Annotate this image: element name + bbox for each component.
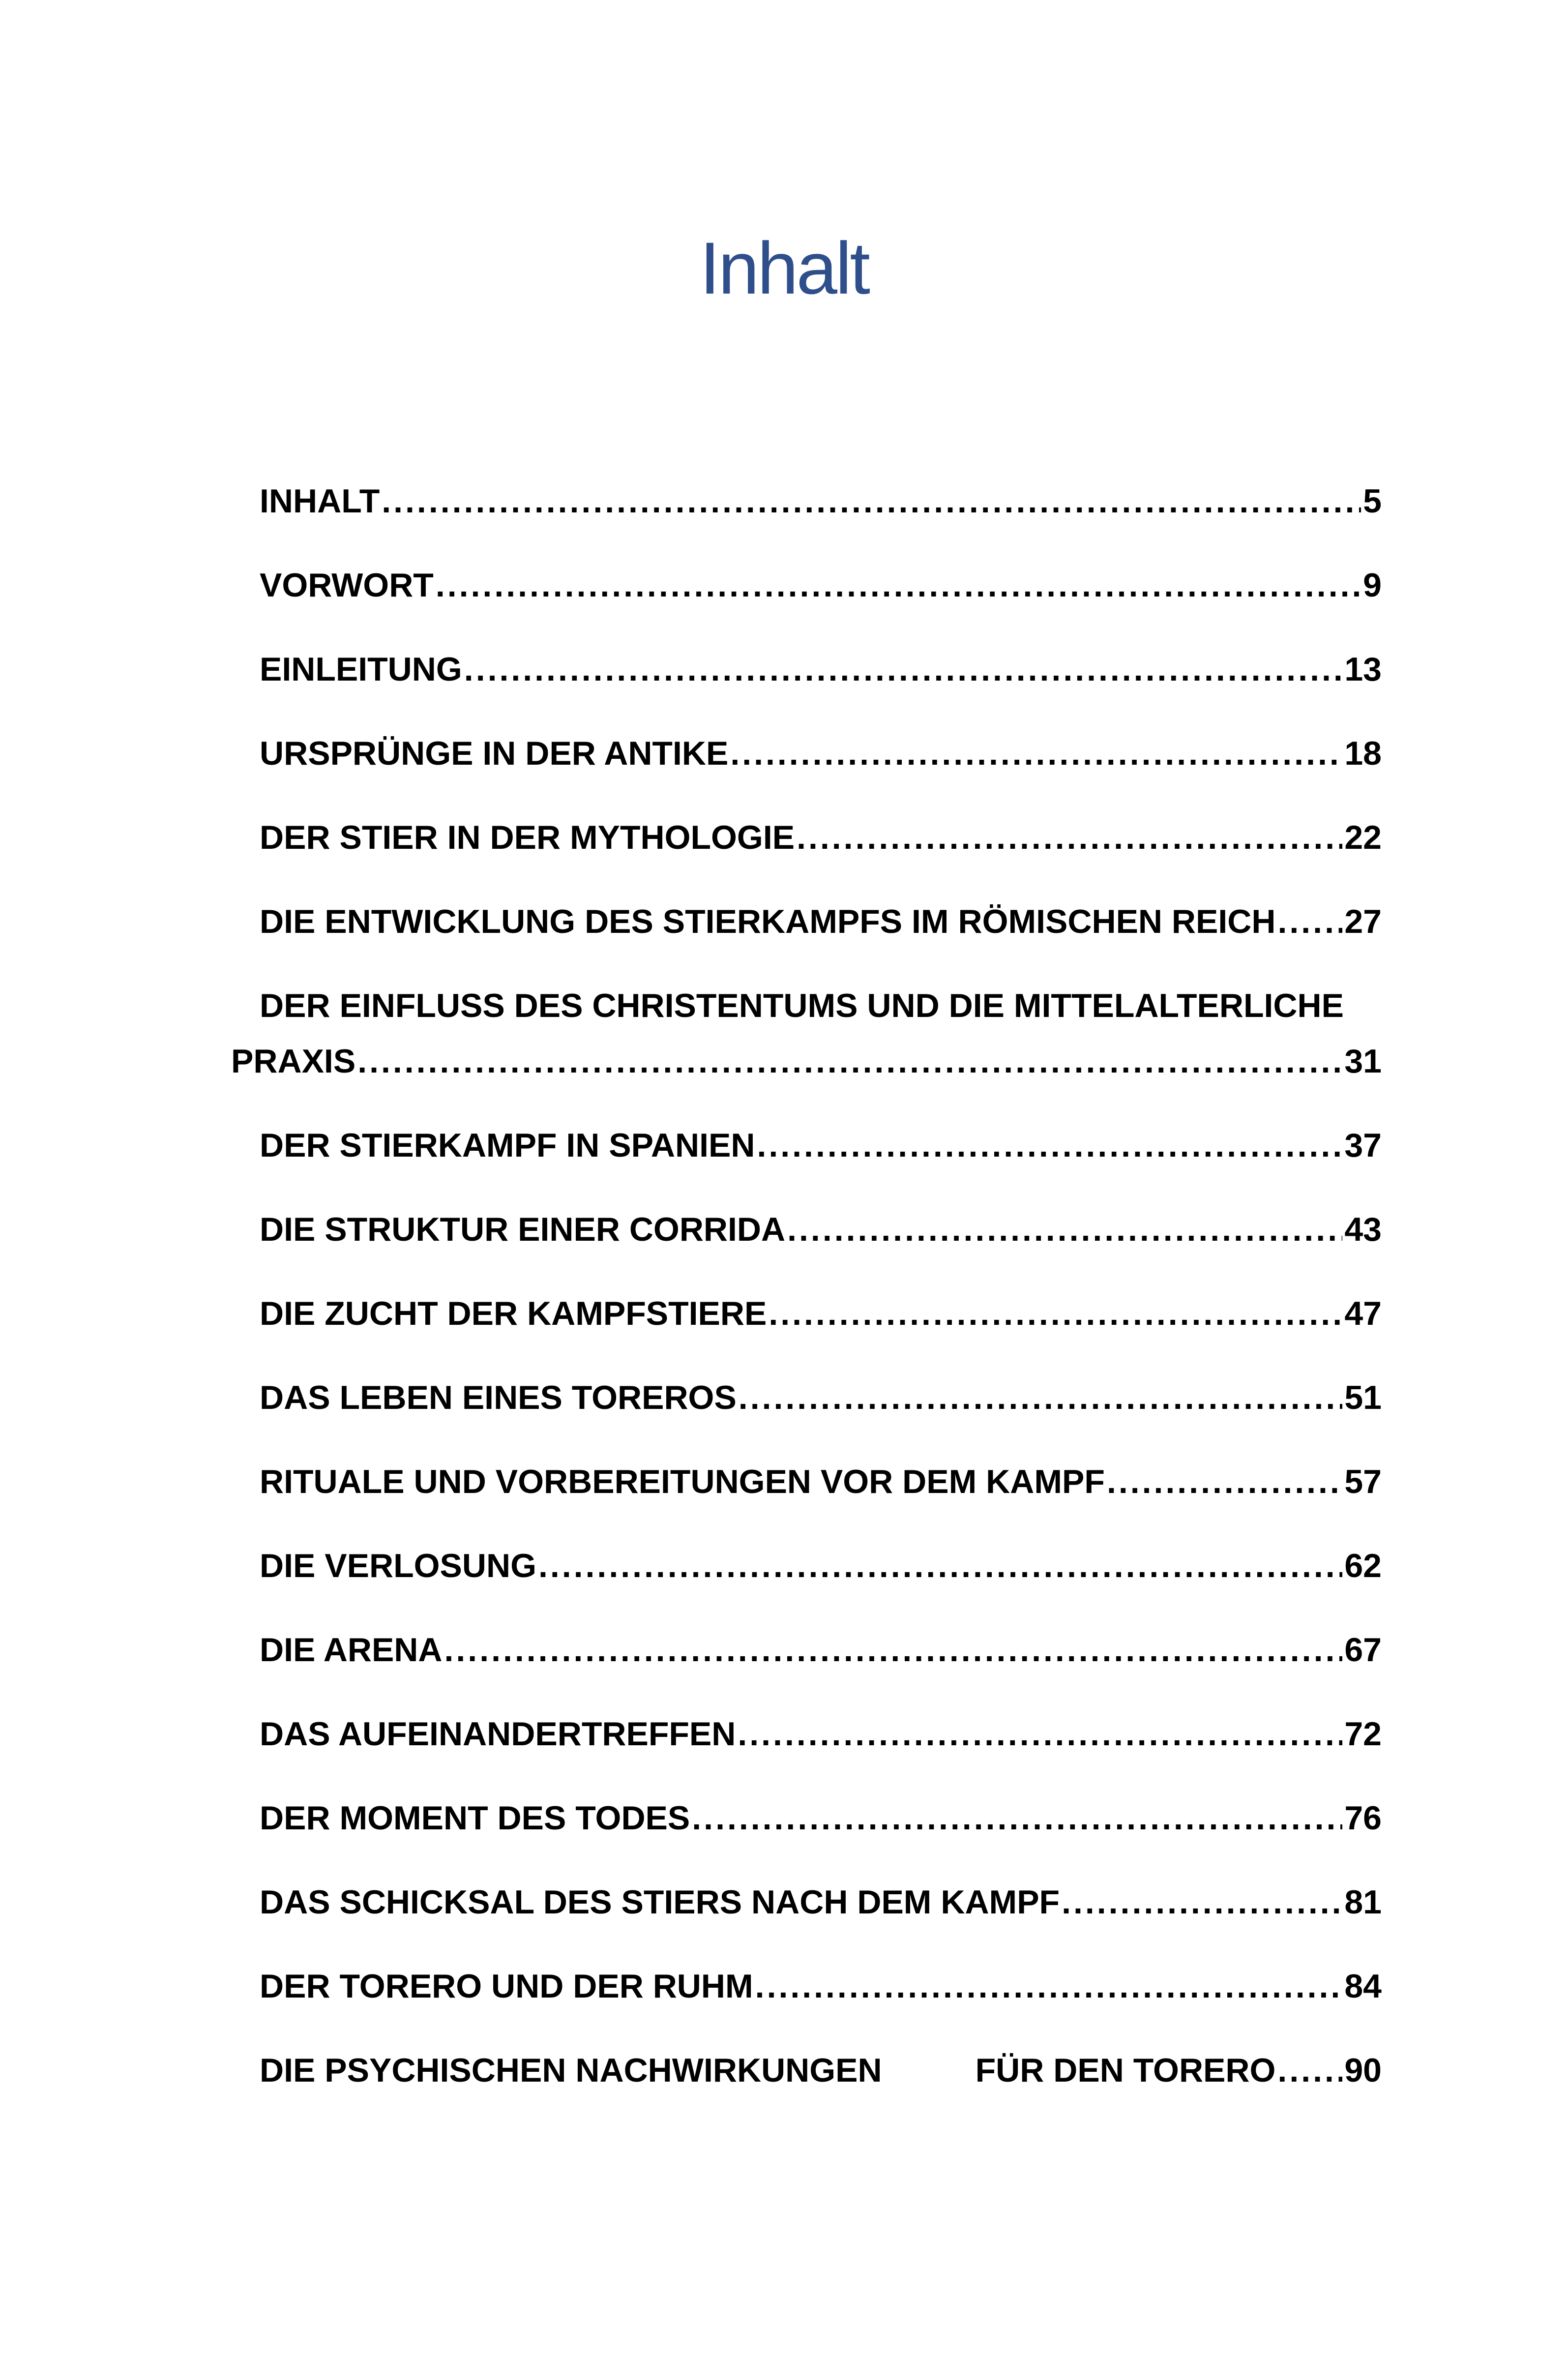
toc-entry-vorwort[interactable] [260,568,1382,602]
leader-dots [787,1213,1342,1246]
leader-dots [739,1381,1343,1414]
toc-entry-page: 37 [1344,1127,1382,1164]
toc-entry-nachwirkungen[interactable] [260,2054,1382,2087]
toc-entry-label: DIE ARENA [260,1631,443,1669]
toc-entry-label: DER MOMENT DES TODES [260,1799,690,1837]
leader-dots [755,1970,1343,2003]
toc-entry-label: RITUALE UND VORBEREITUNGEN VOR DEM KAMPF [260,1463,1105,1500]
toc-entry-page: 22 [1344,819,1382,856]
page-title: Inhalt [700,227,868,309]
leader-dots [1278,905,1343,938]
toc-entry-label: EINLEITUNG [260,651,462,688]
toc-entry-label: DER TORERO UND DER RUHM [260,1968,753,2005]
leader-dots [1107,1465,1342,1498]
leader-dots [730,737,1342,770]
leader-dots [436,568,1361,602]
toc-entry-page: 67 [1344,1631,1382,1669]
toc-entry-page: 84 [1344,1968,1382,2005]
toc-entry-page: 13 [1344,651,1382,688]
toc-entry-ruhm[interactable] [260,1970,1382,2003]
toc-entry-page: 5 [1363,482,1382,520]
toc-entry-corrida[interactable] [260,1213,1382,1246]
toc-entry-label: DIE VERLOSUNG [260,1547,536,1584]
toc-entry-inhalt[interactable] [260,484,1382,518]
toc-entry-label: DAS SCHICKSAL DES STIERS NACH DEM KAMPF [260,1883,1060,1921]
toc-entry-urspruenge[interactable] [260,737,1382,770]
toc-entry-leben-toreros[interactable] [260,1381,1382,1414]
toc-entry-label: DIE STRUKTUR EINER CORRIDA [260,1211,786,1248]
leader-dots [464,653,1343,686]
leader-dots [538,1549,1342,1582]
toc-entry-label: VORWORT [260,567,434,604]
toc-entry-page: 76 [1344,1799,1382,1837]
toc-entry-page: 47 [1344,1295,1382,1332]
toc-entry-page: 18 [1344,735,1382,772]
toc-entry-page: 51 [1344,1379,1382,1416]
leader-dots [357,1045,1342,1078]
toc-entry-label: INHALT [260,482,380,520]
toc-entry-aufeinandertreffen[interactable] [260,1717,1382,1751]
toc-entry-page: 43 [1344,1211,1382,1248]
leader-dots [1062,1885,1342,1919]
leader-dots [797,821,1342,854]
toc-entry-label: DIE ENTWICKLUNG DES STIERKAMPFS IM RÖMISCHEN REICH [260,903,1276,940]
toc-entry-page: 72 [1344,1715,1382,1753]
toc-entry-arena[interactable] [260,1633,1382,1667]
toc-entry-label: URSPRÜNGE IN DER ANTIKE [260,735,729,772]
toc-entry-einleitung[interactable] [260,653,1382,686]
toc-entry-page: 9 [1363,567,1382,604]
toc-entry-label: DER STIER IN DER MYTHOLOGIE [260,819,795,856]
toc-entry-spanien[interactable] [260,1129,1382,1162]
leader-dots [444,1633,1343,1667]
leader-dots [757,1129,1342,1162]
toc-entry-page: 62 [1344,1547,1382,1584]
toc-entry-schicksal[interactable] [260,1885,1382,1919]
leader-dots [692,1801,1342,1835]
toc-entry-christentum[interactable] [231,1045,1382,1078]
toc-entry-christentum-line1[interactable]: DER EINFLUSS DES CHRISTENTUMS UND DIE MITTELALTERLICHE [260,987,1344,1024]
toc-entry-page: 57 [1344,1463,1382,1500]
toc-entry-roemisches-reich[interactable] [260,905,1382,938]
leader-dots [738,1717,1342,1751]
toc-entry-mythologie[interactable] [260,821,1382,854]
toc-entry-label: DIE PSYCHISCHEN NACHWIRKUNGEN [260,2052,882,2089]
toc-entry-label: DER STIERKAMPF IN SPANIEN [260,1127,755,1164]
toc-entry-label: DIE ZUCHT DER KAMPFSTIERE [260,1295,767,1332]
toc-entry-label: PRAXIS [231,1043,356,1080]
toc-entry-rituale[interactable] [260,1465,1382,1498]
toc-entry-page: 31 [1344,1043,1382,1080]
toc-entry-moment-des-todes[interactable] [260,1801,1382,1835]
leader-dots [769,1297,1342,1330]
toc-entry-page: 27 [1344,903,1382,940]
leader-dots [382,484,1361,518]
toc-entry-page: 90 [1344,2052,1382,2089]
toc-entry-label: DAS AUFEINANDERTREFFEN [260,1715,736,1753]
toc-entry-page: 81 [1344,1883,1382,1921]
toc-entry-zucht[interactable] [260,1297,1382,1330]
toc-entry-label: DAS LEBEN EINES TOREROS [260,1379,737,1416]
toc-entry-label-continued: FÜR DEN TORERO [975,2052,1276,2089]
leader-dots [1277,2054,1342,2087]
toc-entry-verlosung[interactable] [260,1549,1382,1582]
